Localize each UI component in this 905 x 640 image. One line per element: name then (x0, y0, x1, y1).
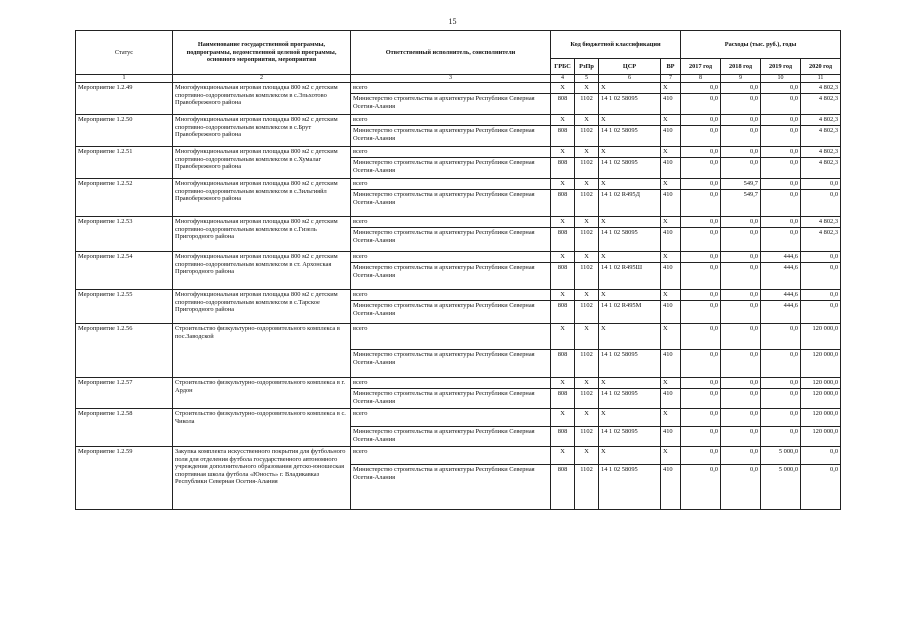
executor-cell: Министерство строительства и архитектуры Республики Северная Осетия-Алания (351, 427, 551, 447)
page-number: 15 (448, 17, 457, 26)
y2020-cell: 4 802,3 (801, 115, 841, 126)
name-cell: Многофункциональная игровая площадка 800 м2 с детским спортивно-оздоровительным комплексом в с.Зильгияйл Правобережного района (173, 179, 351, 217)
vr-cell: 410 (661, 350, 681, 378)
y2020-cell: 4 802,3 (801, 83, 841, 94)
y2019-cell: 0,0 (761, 115, 801, 126)
vr-cell: 410 (661, 301, 681, 324)
executor-cell: Министерство строительства и архитектуры Республики Северная Осетия-Алания (351, 263, 551, 290)
table-row (76, 217, 841, 228)
rzpr-cell: X (575, 378, 599, 389)
vr-cell: 410 (661, 465, 681, 510)
csr-cell: X (599, 179, 661, 190)
y2020-cell: 0,0 (801, 179, 841, 190)
status-cell: Мероприятие 1.2.59 (76, 447, 173, 510)
y2017-cell: 0,0 (681, 228, 721, 252)
name-cell: Многофункциональная игровая площадка 800 м2 с детским спортивно-оздоровительным комплексом в с.Хумалаг Правобережного района (173, 147, 351, 179)
grbs-cell: 808 (551, 158, 575, 179)
status-cell: Мероприятие 1.2.50 (76, 115, 173, 147)
header-2019: 2019 год (761, 59, 801, 75)
y2017-cell: 0,0 (681, 94, 721, 115)
y2018-cell: 0,0 (721, 158, 761, 179)
y2019-cell: 0,0 (761, 409, 801, 427)
y2019-cell: 0,0 (761, 83, 801, 94)
header-status: Статус (76, 31, 173, 75)
executor-cell: Министерство строительства и архитектуры Республики Северная Осетия-Алания (351, 350, 551, 378)
vr-cell: X (661, 378, 681, 389)
y2017-cell: 0,0 (681, 378, 721, 389)
status-cell: Мероприятие 1.2.49 (76, 83, 173, 115)
vr-cell: 410 (661, 389, 681, 409)
vr-cell: X (661, 217, 681, 228)
y2017-cell: 0,0 (681, 290, 721, 301)
rzpr-cell: 1102 (575, 301, 599, 324)
y2017-cell: 0,0 (681, 447, 721, 465)
table-row (76, 115, 841, 126)
y2018-cell: 0,0 (721, 252, 761, 263)
csr-cell: X (599, 290, 661, 301)
csr-cell: 14 1 02 R495Ш (599, 263, 661, 290)
grbs-cell: X (551, 179, 575, 190)
rzpr-cell: X (575, 83, 599, 94)
header-expenses: Расходы (тыс. руб.), годы (681, 31, 841, 59)
y2020-cell: 0,0 (801, 252, 841, 263)
y2019-cell: 444,6 (761, 263, 801, 290)
header-grbs: ГРБС (551, 59, 575, 75)
table-row (76, 378, 841, 389)
y2019-cell: 444,6 (761, 252, 801, 263)
rzpr-cell: X (575, 447, 599, 465)
rzpr-cell: X (575, 252, 599, 263)
name-cell: Строительство физкультурно-оздоровительного комплекса в с. Чикола (173, 409, 351, 447)
header-budget-code: Код бюджетной классификации (551, 31, 681, 59)
y2018-cell: 0,0 (721, 465, 761, 510)
grbs-cell: 808 (551, 228, 575, 252)
status-cell: Мероприятие 1.2.58 (76, 409, 173, 447)
y2018-cell: 0,0 (721, 126, 761, 147)
y2020-cell: 0,0 (801, 447, 841, 465)
name-cell: Строительство физкультурно-оздоровительного комплекса в г. Ардон (173, 378, 351, 409)
vr-cell: X (661, 252, 681, 263)
y2019-cell: 0,0 (761, 158, 801, 179)
y2020-cell: 4 802,3 (801, 94, 841, 115)
y2018-cell: 0,0 (721, 115, 761, 126)
executor-cell: Министерство строительства и архитектуры Республики Северная Осетия-Алания (351, 389, 551, 409)
table-row (76, 447, 841, 465)
rzpr-cell: X (575, 409, 599, 427)
y2018-cell: 0,0 (721, 147, 761, 158)
executor-cell: всего (351, 447, 551, 465)
y2018-cell: 0,0 (721, 427, 761, 447)
y2020-cell: 4 802,3 (801, 158, 841, 179)
column-number: 8 (681, 75, 721, 83)
executor-cell: всего (351, 252, 551, 263)
name-cell: Многофункциональная игровая площадка 800 м2 с детским спортивно-оздоровительным комплексом в с.Эльхотово Правобережного района (173, 83, 351, 115)
csr-cell: 14 1 02 R495М (599, 301, 661, 324)
vr-cell: X (661, 409, 681, 427)
y2019-cell: 5 000,0 (761, 465, 801, 510)
executor-cell: всего (351, 378, 551, 389)
y2018-cell: 0,0 (721, 83, 761, 94)
y2017-cell: 0,0 (681, 350, 721, 378)
vr-cell: 410 (661, 126, 681, 147)
csr-cell: 14 1 02 58095 (599, 389, 661, 409)
status-cell: Мероприятие 1.2.53 (76, 217, 173, 252)
header-2017: 2017 год (681, 59, 721, 75)
csr-cell: 14 1 02 58095 (599, 158, 661, 179)
executor-cell: всего (351, 147, 551, 158)
csr-cell: X (599, 324, 661, 350)
y2019-cell: 0,0 (761, 378, 801, 389)
grbs-cell: X (551, 252, 575, 263)
rzpr-cell: 1102 (575, 465, 599, 510)
csr-cell: 14 1 02 58095 (599, 465, 661, 510)
name-cell: Многофункциональная игровая площадка 800 м2 с детским спортивно-оздоровительным комплексом в с.Брут Правобережного района (173, 115, 351, 147)
executor-cell: Министерство строительства и архитектуры Республики Северная Осетия-Алания (351, 465, 551, 510)
csr-cell: 14 1 02 58095 (599, 228, 661, 252)
status-cell: Мероприятие 1.2.56 (76, 324, 173, 378)
grbs-cell: 808 (551, 190, 575, 217)
executor-cell: Министерство строительства и архитектуры Республики Северная Осетия-Алания (351, 158, 551, 179)
grbs-cell: X (551, 409, 575, 427)
y2017-cell: 0,0 (681, 147, 721, 158)
header-2018: 2018 год (721, 59, 761, 75)
csr-cell: X (599, 83, 661, 94)
y2020-cell: 120 000,0 (801, 427, 841, 447)
executor-cell: Министерство строительства и архитектуры Республики Северная Осетия-Алания (351, 228, 551, 252)
y2017-cell: 0,0 (681, 217, 721, 228)
rzpr-cell: 1102 (575, 190, 599, 217)
grbs-cell: 808 (551, 427, 575, 447)
grbs-cell: X (551, 378, 575, 389)
y2018-cell: 0,0 (721, 290, 761, 301)
y2020-cell: 120 000,0 (801, 378, 841, 389)
grbs-cell: X (551, 115, 575, 126)
status-cell: Мероприятие 1.2.55 (76, 290, 173, 324)
y2017-cell: 0,0 (681, 179, 721, 190)
table-row (76, 252, 841, 263)
column-number: 2 (173, 75, 351, 83)
column-number: 9 (721, 75, 761, 83)
executor-cell: всего (351, 409, 551, 427)
grbs-cell: X (551, 324, 575, 350)
csr-cell: 14 1 02 58095 (599, 126, 661, 147)
y2018-cell: 0,0 (721, 263, 761, 290)
column-number: 5 (575, 75, 599, 83)
y2019-cell: 0,0 (761, 126, 801, 147)
y2018-cell: 0,0 (721, 378, 761, 389)
y2020-cell: 0,0 (801, 290, 841, 301)
y2017-cell: 0,0 (681, 190, 721, 217)
rzpr-cell: X (575, 179, 599, 190)
y2019-cell: 0,0 (761, 94, 801, 115)
y2020-cell: 0,0 (801, 263, 841, 290)
y2019-cell: 5 000,0 (761, 447, 801, 465)
y2018-cell: 0,0 (721, 350, 761, 378)
y2018-cell: 0,0 (721, 324, 761, 350)
y2020-cell: 4 802,3 (801, 126, 841, 147)
table-row (76, 179, 841, 190)
vr-cell: X (661, 290, 681, 301)
budget-table (75, 30, 841, 510)
executor-cell: всего (351, 115, 551, 126)
csr-cell: X (599, 217, 661, 228)
rzpr-cell: X (575, 290, 599, 301)
column-number: 3 (351, 75, 551, 83)
executor-cell: Министерство строительства и архитектуры Республики Северная Осетия-Алания (351, 94, 551, 115)
rzpr-cell: 1102 (575, 389, 599, 409)
executor-cell: всего (351, 179, 551, 190)
y2020-cell: 4 802,3 (801, 147, 841, 158)
y2019-cell: 0,0 (761, 350, 801, 378)
header-2020: 2020 год (801, 59, 841, 75)
column-number: 10 (761, 75, 801, 83)
csr-cell: X (599, 378, 661, 389)
vr-cell: X (661, 324, 681, 350)
y2019-cell: 0,0 (761, 228, 801, 252)
y2017-cell: 0,0 (681, 115, 721, 126)
y2019-cell: 0,0 (761, 147, 801, 158)
name-cell: Строительство физкультурно-оздоровительного комплекса в пос.Заводской (173, 324, 351, 378)
y2017-cell: 0,0 (681, 389, 721, 409)
vr-cell: 410 (661, 228, 681, 252)
status-cell: Мероприятие 1.2.51 (76, 147, 173, 179)
y2020-cell: 120 000,0 (801, 409, 841, 427)
y2017-cell: 0,0 (681, 263, 721, 290)
grbs-cell: X (551, 147, 575, 158)
vr-cell: X (661, 83, 681, 94)
vr-cell: 410 (661, 427, 681, 447)
rzpr-cell: 1102 (575, 158, 599, 179)
vr-cell: X (661, 115, 681, 126)
header-vr: ВР (661, 59, 681, 75)
grbs-cell: X (551, 217, 575, 228)
y2017-cell: 0,0 (681, 83, 721, 94)
grbs-cell: 808 (551, 465, 575, 510)
name-cell: Закупка комплекта искусственного покрытия для футбольного поля для отделения футбола государственного автономного учреждения дополнительного образования детско-юношеская спортивная школа футбола «Юность» г. Владикавказ Республики Северная Осетия-Алания (173, 447, 351, 510)
table-row (76, 324, 841, 350)
executor-cell: Министерство строительства и архитектуры Республики Северная Осетия-Алания (351, 301, 551, 324)
executor-cell: всего (351, 324, 551, 350)
y2020-cell: 120 000,0 (801, 324, 841, 350)
table-row (76, 290, 841, 301)
y2017-cell: 0,0 (681, 301, 721, 324)
grbs-cell: 808 (551, 350, 575, 378)
grbs-cell: 808 (551, 94, 575, 115)
vr-cell: X (661, 147, 681, 158)
y2018-cell: 549,7 (721, 190, 761, 217)
y2017-cell: 0,0 (681, 252, 721, 263)
header-csr: ЦСР (599, 59, 661, 75)
y2019-cell: 0,0 (761, 217, 801, 228)
column-number: 6 (599, 75, 661, 83)
y2019-cell: 0,0 (761, 427, 801, 447)
grbs-cell: X (551, 290, 575, 301)
csr-cell: X (599, 147, 661, 158)
column-number: 1 (76, 75, 173, 83)
column-number: 7 (661, 75, 681, 83)
rzpr-cell: 1102 (575, 350, 599, 378)
name-cell: Многофункциональная игровая площадка 800 м2 с детским спортивно-оздоровительным комплексом в ст. Архонская Пригородного района (173, 252, 351, 290)
y2017-cell: 0,0 (681, 409, 721, 427)
table-row (76, 147, 841, 158)
name-cell: Многофункциональная игровая площадка 800 м2 с детским спортивно-оздоровительным комплексом в с.Тарское Пригородного района (173, 290, 351, 324)
table-row (76, 83, 841, 94)
csr-cell: X (599, 115, 661, 126)
y2020-cell: 4 802,3 (801, 228, 841, 252)
y2019-cell: 0,0 (761, 389, 801, 409)
y2017-cell: 0,0 (681, 158, 721, 179)
rzpr-cell: X (575, 115, 599, 126)
vr-cell: X (661, 179, 681, 190)
table-row (76, 409, 841, 427)
y2017-cell: 0,0 (681, 126, 721, 147)
vr-cell: 410 (661, 94, 681, 115)
grbs-cell: X (551, 447, 575, 465)
rzpr-cell: 1102 (575, 228, 599, 252)
y2020-cell: 0,0 (801, 301, 841, 324)
csr-cell: 14 1 02 58095 (599, 427, 661, 447)
rzpr-cell: X (575, 217, 599, 228)
y2018-cell: 0,0 (721, 389, 761, 409)
rzpr-cell: X (575, 147, 599, 158)
y2018-cell: 0,0 (721, 94, 761, 115)
header-executor: Ответственный исполнитель, соисполнители (351, 31, 551, 75)
column-number: 4 (551, 75, 575, 83)
executor-cell: всего (351, 217, 551, 228)
y2018-cell: 0,0 (721, 217, 761, 228)
grbs-cell: 808 (551, 126, 575, 147)
header-rzpr: РзПр (575, 59, 599, 75)
vr-cell: 410 (661, 263, 681, 290)
y2017-cell: 0,0 (681, 427, 721, 447)
csr-cell: X (599, 252, 661, 263)
rzpr-cell: X (575, 324, 599, 350)
vr-cell: 410 (661, 158, 681, 179)
grbs-cell: 808 (551, 301, 575, 324)
y2020-cell: 0,0 (801, 465, 841, 510)
column-number-row (76, 75, 841, 83)
y2020-cell: 120 000,0 (801, 350, 841, 378)
y2019-cell: 0,0 (761, 179, 801, 190)
y2020-cell: 0,0 (801, 190, 841, 217)
name-cell: Многофункциональная игровая площадка 800 м2 с детским спортивно-оздоровительным комплексом в с.Гизель Пригородного района (173, 217, 351, 252)
rzpr-cell: 1102 (575, 427, 599, 447)
y2020-cell: 4 802,3 (801, 217, 841, 228)
status-cell: Мероприятие 1.2.52 (76, 179, 173, 217)
executor-cell: всего (351, 83, 551, 94)
vr-cell: 410 (661, 190, 681, 217)
y2018-cell: 0,0 (721, 228, 761, 252)
rzpr-cell: 1102 (575, 94, 599, 115)
column-number: 11 (801, 75, 841, 83)
csr-cell: X (599, 447, 661, 465)
csr-cell: 14 1 02 58095 (599, 94, 661, 115)
table-body (76, 83, 841, 510)
vr-cell: X (661, 447, 681, 465)
y2019-cell: 444,6 (761, 301, 801, 324)
grbs-cell: X (551, 83, 575, 94)
y2018-cell: 0,0 (721, 301, 761, 324)
grbs-cell: 808 (551, 389, 575, 409)
grbs-cell: 808 (551, 263, 575, 290)
y2019-cell: 0,0 (761, 324, 801, 350)
y2019-cell: 0,0 (761, 190, 801, 217)
y2018-cell: 0,0 (721, 447, 761, 465)
csr-cell: 14 1 02 R495Д (599, 190, 661, 217)
executor-cell: всего (351, 290, 551, 301)
csr-cell: X (599, 409, 661, 427)
executor-cell: Министерство строительства и архитектуры Республики Северная Осетия-Алания (351, 190, 551, 217)
status-cell: Мероприятие 1.2.57 (76, 378, 173, 409)
executor-cell: Министерство строительства и архитектуры Республики Северная Осетия-Алания (351, 126, 551, 147)
csr-cell: 14 1 02 58095 (599, 350, 661, 378)
y2017-cell: 0,0 (681, 465, 721, 510)
rzpr-cell: 1102 (575, 263, 599, 290)
status-cell: Мероприятие 1.2.54 (76, 252, 173, 290)
y2019-cell: 444,6 (761, 290, 801, 301)
header-name: Наименование государственной программы, подпрограммы, ведомственной целевой программы, основного мероприятия, мероприятия (173, 31, 351, 75)
rzpr-cell: 1102 (575, 126, 599, 147)
y2018-cell: 0,0 (721, 409, 761, 427)
y2017-cell: 0,0 (681, 324, 721, 350)
y2020-cell: 120 000,0 (801, 389, 841, 409)
y2018-cell: 549,7 (721, 179, 761, 190)
